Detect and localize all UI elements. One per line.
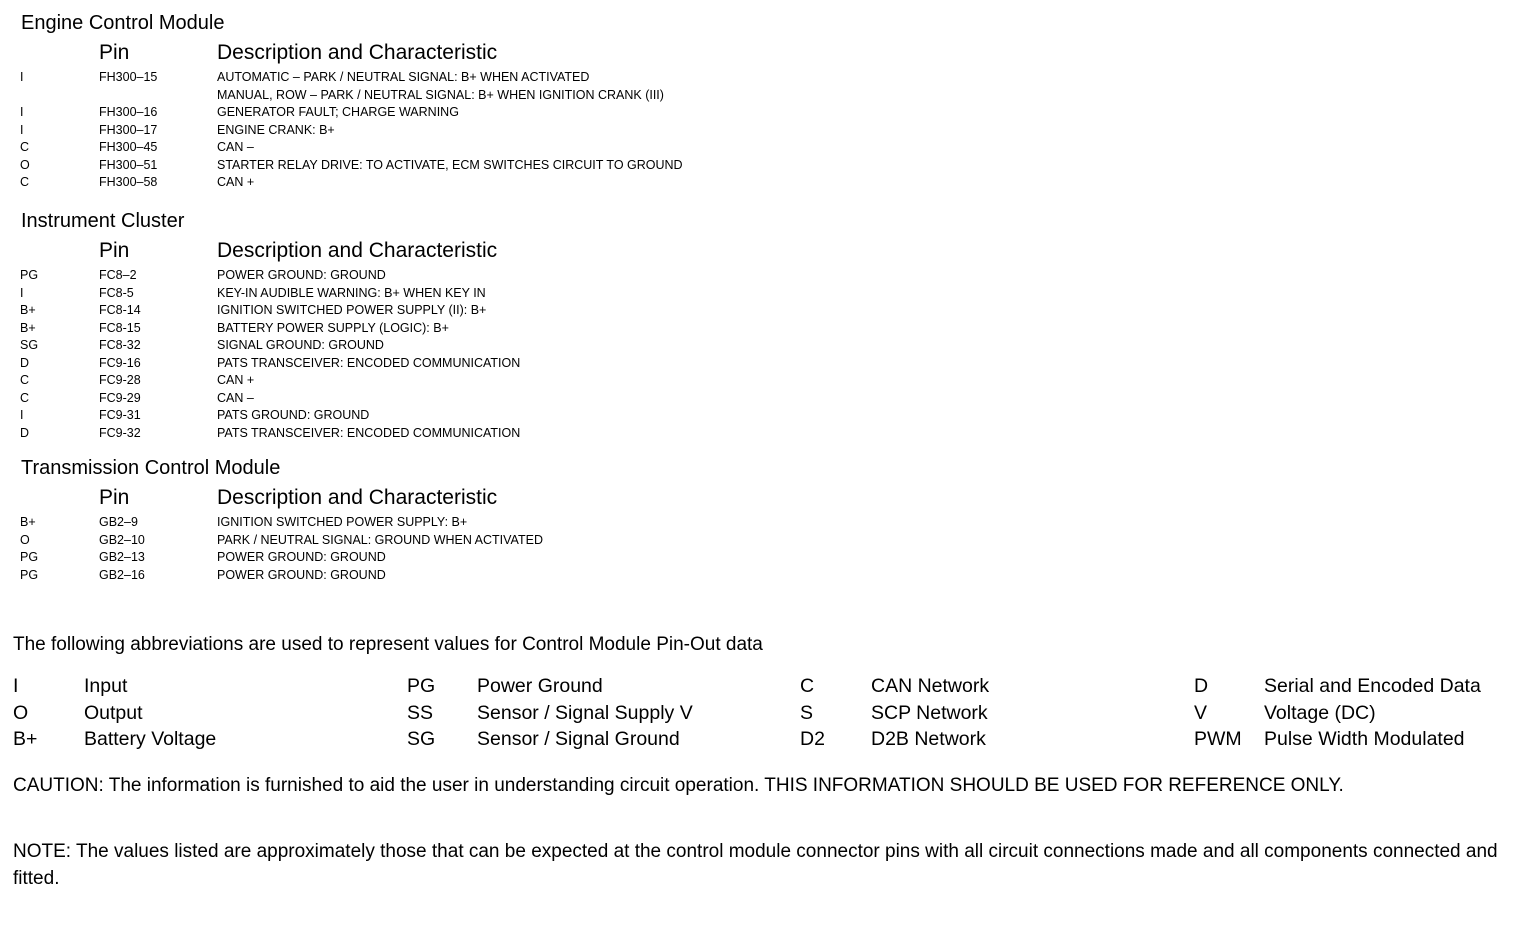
table-row — [0, 425, 900, 443]
abbreviation-meaning: SCP Network — [871, 701, 988, 724]
table-row — [0, 302, 900, 320]
pin-id: FH300–58 — [99, 175, 158, 189]
abbreviation-meaning: Pulse Width Modulated — [1264, 728, 1465, 750]
pin-description: POWER GROUND: GROUND — [217, 567, 386, 582]
abbreviation-code: SS — [407, 701, 434, 724]
pin-type: B+ — [20, 515, 36, 529]
pin-description: BATTERY POWER SUPPLY (LOGIC): B+ — [217, 320, 449, 335]
table-row — [0, 69, 900, 87]
pin-description: CAN + — [217, 175, 255, 189]
pin-description: CAN – — [217, 390, 254, 405]
pin-type: I — [20, 70, 24, 84]
section-title: Instrument Cluster — [21, 210, 185, 232]
abbreviation-meaning: Input — [84, 675, 128, 697]
table-row — [0, 567, 900, 585]
abbreviation-meaning: Output — [84, 701, 143, 724]
pin-column-header: Pin — [99, 41, 130, 64]
pin-id: FH300–17 — [99, 122, 158, 137]
table-row — [0, 87, 900, 105]
pin-id: FC9-31 — [99, 408, 141, 422]
pin-id: FC8-5 — [99, 285, 134, 300]
table-row — [0, 514, 900, 532]
pin-table — [0, 69, 900, 192]
pin-id: GB2–9 — [99, 515, 138, 529]
pin-type: C — [20, 373, 30, 387]
pin-id: FC9-32 — [99, 425, 141, 440]
pin-id: FH300–51 — [99, 157, 158, 172]
abbreviation-code: S — [800, 701, 814, 724]
table-row — [0, 267, 900, 285]
pin-description: PARK / NEUTRAL SIGNAL: GROUND WHEN ACTIVATED — [217, 532, 543, 547]
pin-type: I — [20, 105, 24, 119]
pin-description: POWER GROUND: GROUND — [217, 550, 386, 564]
pin-description: CAN + — [217, 373, 255, 387]
pin-description: GENERATOR FAULT; CHARGE WARNING — [217, 105, 459, 119]
pin-type: O — [20, 532, 30, 547]
pin-id: FH300–45 — [99, 140, 158, 154]
pin-id: FC9-28 — [99, 373, 141, 387]
pin-type: B+ — [20, 320, 36, 335]
table-row — [0, 390, 900, 408]
pin-description: KEY-IN AUDIBLE WARNING: B+ WHEN KEY IN — [217, 285, 486, 300]
pin-type: B+ — [20, 303, 36, 317]
pin-type: C — [20, 140, 30, 154]
table-row — [0, 157, 900, 175]
pin-id: FH300–15 — [99, 70, 158, 84]
abbreviation-code: PG — [407, 675, 436, 697]
abbreviation-code: PWM — [1194, 728, 1242, 750]
pin-id: GB2–13 — [99, 550, 145, 564]
pin-type: PG — [20, 268, 39, 282]
pin-description: STARTER RELAY DRIVE: TO ACTIVATE, ECM SWITCHES CIRCUIT TO GROUND — [217, 157, 683, 172]
section-title: Transmission Control Module — [21, 457, 281, 479]
pin-description: PATS TRANSCEIVER: ENCODED COMMUNICATION — [217, 355, 521, 370]
table-row — [0, 174, 900, 192]
pin-column-header: Pin — [99, 239, 130, 262]
pin-type: C — [20, 390, 30, 405]
abbreviation-meaning: Power Ground — [477, 675, 603, 697]
description-column-header: Description and Characteristic — [217, 239, 498, 262]
pin-type: D — [20, 425, 30, 440]
table-row — [0, 549, 900, 567]
table-row — [0, 285, 900, 303]
pin-type: C — [20, 175, 30, 189]
pin-description: CAN – — [217, 140, 254, 154]
pin-id: GB2–16 — [99, 567, 145, 582]
abbreviation-meaning: Battery Voltage — [84, 728, 217, 750]
table-row — [0, 122, 900, 140]
abbreviations-intro: The following abbreviations are used to represent values for Control Module Pin-Out data — [13, 634, 763, 655]
table-row — [0, 532, 900, 550]
abbreviation-meaning: Serial and Encoded Data — [1264, 675, 1481, 697]
pin-description: ENGINE CRANK: B+ — [217, 122, 335, 137]
abbreviation-code: D2 — [800, 728, 825, 750]
pin-column-header: Pin — [99, 486, 130, 509]
abbreviation-meaning: Sensor / Signal Supply V — [477, 701, 693, 724]
table-row — [0, 139, 900, 157]
caution-notice: CAUTION: The information is furnished to aid the user in understanding circuit operation. THIS INFORMATION SHOULD BE USED FOR REFERENCE ONLY. — [13, 775, 1344, 796]
pin-type: I — [20, 408, 24, 422]
table-row — [0, 320, 900, 338]
pin-id: FC8-14 — [99, 303, 141, 317]
abbreviation-meaning: D2B Network — [871, 728, 986, 750]
abbreviation-code: D — [1194, 675, 1209, 697]
pin-id: FH300–16 — [99, 105, 158, 119]
table-row — [0, 355, 900, 373]
pin-id: FC8-32 — [99, 338, 141, 352]
pin-id: FC9-16 — [99, 355, 141, 370]
pin-id: FC9-29 — [99, 390, 141, 405]
abbreviation-code: V — [1194, 701, 1208, 724]
pin-description: AUTOMATIC – PARK / NEUTRAL SIGNAL: B+ WHEN ACTIVATED — [217, 70, 590, 84]
table-row — [0, 337, 900, 355]
pin-description: POWER GROUND: GROUND — [217, 268, 386, 282]
section-title: Engine Control Module — [21, 12, 225, 34]
table-row — [0, 104, 900, 122]
pin-type: SG — [20, 338, 39, 352]
pin-type: I — [20, 285, 24, 300]
pin-id: FC8–2 — [99, 268, 137, 282]
abbreviation-code: SG — [407, 728, 436, 750]
pin-description: IGNITION SWITCHED POWER SUPPLY (II): B+ — [217, 303, 487, 317]
description-column-header: Description and Characteristic — [217, 486, 498, 509]
table-row — [0, 372, 900, 390]
pin-description: IGNITION SWITCHED POWER SUPPLY: B+ — [217, 515, 468, 529]
pin-description: SIGNAL GROUND: GROUND — [217, 338, 384, 352]
pin-id: FC8-15 — [99, 320, 141, 335]
abbreviation-meaning: Voltage (DC) — [1264, 701, 1376, 724]
abbreviation-code: C — [800, 675, 815, 697]
pin-table — [0, 514, 900, 584]
description-column-header: Description and Characteristic — [217, 41, 498, 64]
pin-table — [0, 267, 900, 442]
abbreviation-code: I — [13, 675, 19, 697]
pin-type: D — [20, 355, 30, 370]
pin-description: PATS TRANSCEIVER: ENCODED COMMUNICATION — [217, 425, 521, 440]
pin-description: MANUAL, ROW – PARK / NEUTRAL SIGNAL: B+ WHEN IGNITION CRANK (III) — [217, 87, 664, 102]
pin-type: PG — [20, 550, 39, 564]
note-text: NOTE: The values listed are approximately those that can be expected at the control module connector pins with all circuit connections made and all components connected and fitted. — [13, 841, 1498, 889]
pin-type: O — [20, 157, 30, 172]
abbreviation-meaning: Sensor / Signal Ground — [477, 728, 680, 750]
pin-id: GB2–10 — [99, 532, 145, 547]
table-row — [0, 407, 900, 425]
abbreviation-code: B+ — [13, 728, 38, 750]
pin-type: I — [20, 122, 24, 137]
abbreviation-meaning: CAN Network — [871, 675, 990, 697]
pin-type: PG — [20, 567, 39, 582]
pin-description: PATS GROUND: GROUND — [217, 408, 370, 422]
abbreviation-code: O — [13, 701, 29, 724]
